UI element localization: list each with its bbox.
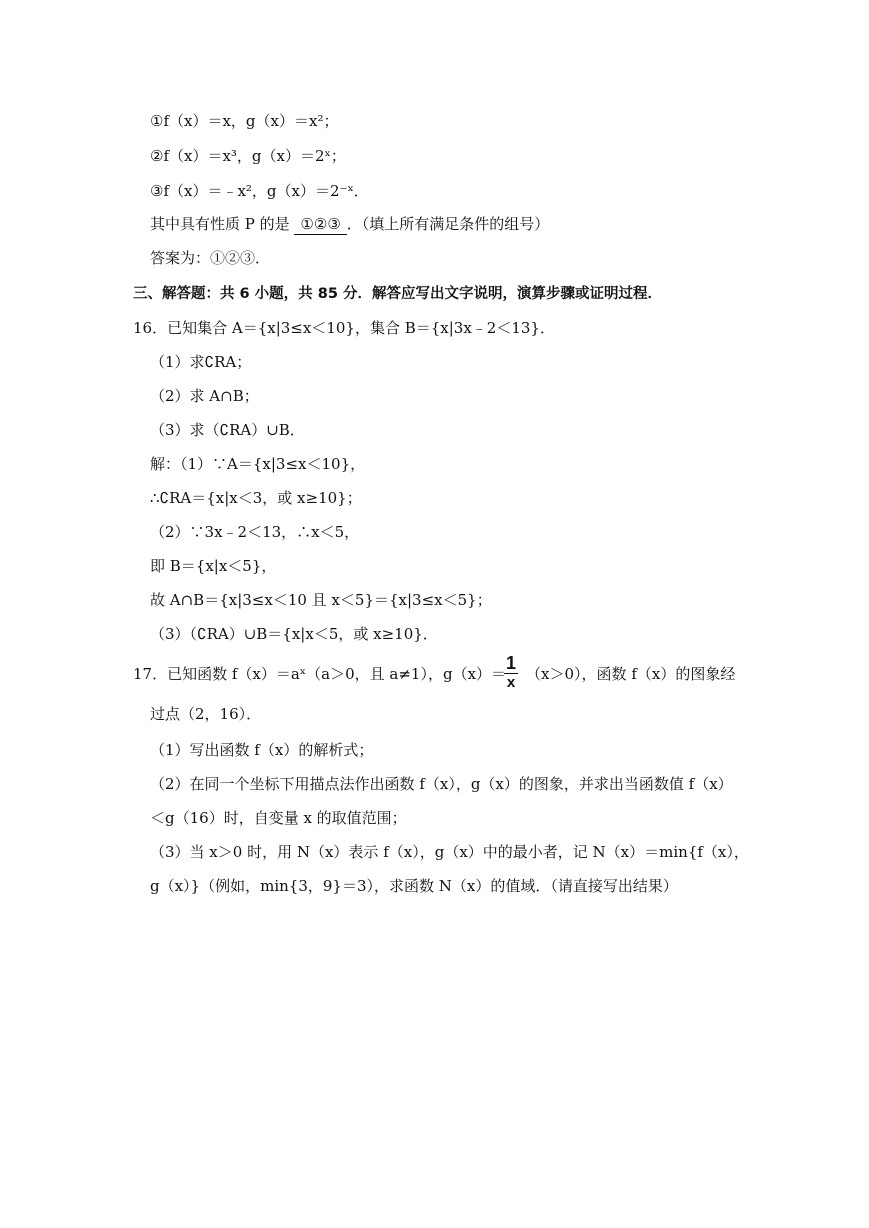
q16-part-3: （3）求（∁RA）∪B． (150, 421, 305, 439)
q17-part-2-line-1: （2）在同一个坐标下用描点法作出函数 f（x），g（x）的图象，并求出当函数值 f（x） (150, 775, 733, 793)
fill-blank-line (150, 214, 549, 235)
fill-blank-prefix: 其中具有性质 P 的是 (150, 215, 290, 233)
q17-text-a: 17．已知函数 f（x）＝aˣ（a＞0，且 a≠1），g（x）＝ (133, 665, 507, 683)
fill-blank-answer: ①②③ (294, 214, 346, 235)
q17-part-3-line-2: g（x）}（例如，min{3，9}＝3），求函数 N（x）的值域．（请直接写出结果） (150, 877, 678, 895)
condition-1: ①f（x）＝x，g（x）＝x²； (150, 112, 339, 130)
q17-text-b: （x＞0），函数 f（x）的图象经 (526, 665, 736, 683)
q17-part-2-line-2: ＜g（16）时，自变量 x 的取值范围； (150, 809, 407, 827)
condition-2: ②f（x）＝x³，g（x）＝2ˣ； (150, 147, 346, 165)
solution-line-4: 即 B＝{x|x＜5}， (150, 557, 277, 575)
question-17-line-1 (133, 664, 735, 684)
solution-line-6: （3）（∁RA）∪B＝{x|x＜5，或 x≥10}． (150, 625, 438, 643)
q16-part-2: （2）求 A∩B； (150, 387, 259, 405)
fraction-numerator: 1 (505, 653, 516, 673)
q17-part-3-line-1: （3）当 x＞0 时，用 N（x）表示 f（x），g（x）中的最小者，记 N（x）＝min{f（x）， (150, 843, 749, 861)
answer-line: 答案为：①②③． (150, 249, 271, 267)
solution-line-2: ∴∁RA＝{x|x＜3，或 x≥10}； (150, 489, 362, 507)
q16-part-1: （1）求∁RA； (150, 353, 252, 371)
q17-part-1: （1）写出函数 f（x）的解析式； (150, 741, 374, 759)
solution-line-5: 故 A∩B＝{x|3≤x＜10 且 x＜5}＝{x|3≤x＜5}； (150, 591, 492, 609)
fraction-one-over-x (504, 654, 518, 691)
condition-3: ③f（x）＝﹣x²，g（x）＝2⁻ˣ． (150, 182, 369, 200)
question-16: 16．已知集合 A＝{x|3≤x＜10}，集合 B＝{x|3x﹣2＜13}． (133, 319, 555, 337)
section-heading: 三、解答题：共 6 小题，共 85 分．解答应写出文字说明，演算步骤或证明过程． (133, 286, 662, 302)
solution-line-1: 解：（1）∵A＝{x|3≤x＜10}， (150, 455, 366, 473)
solution-line-3: （2）∵3x﹣2＜13，∴x＜5， (150, 523, 360, 541)
fraction-denominator: x (506, 674, 516, 691)
question-17-line-2: 过点（2，16）． (150, 705, 262, 723)
fill-blank-suffix: ．（填上所有满足条件的组号） (346, 215, 550, 233)
